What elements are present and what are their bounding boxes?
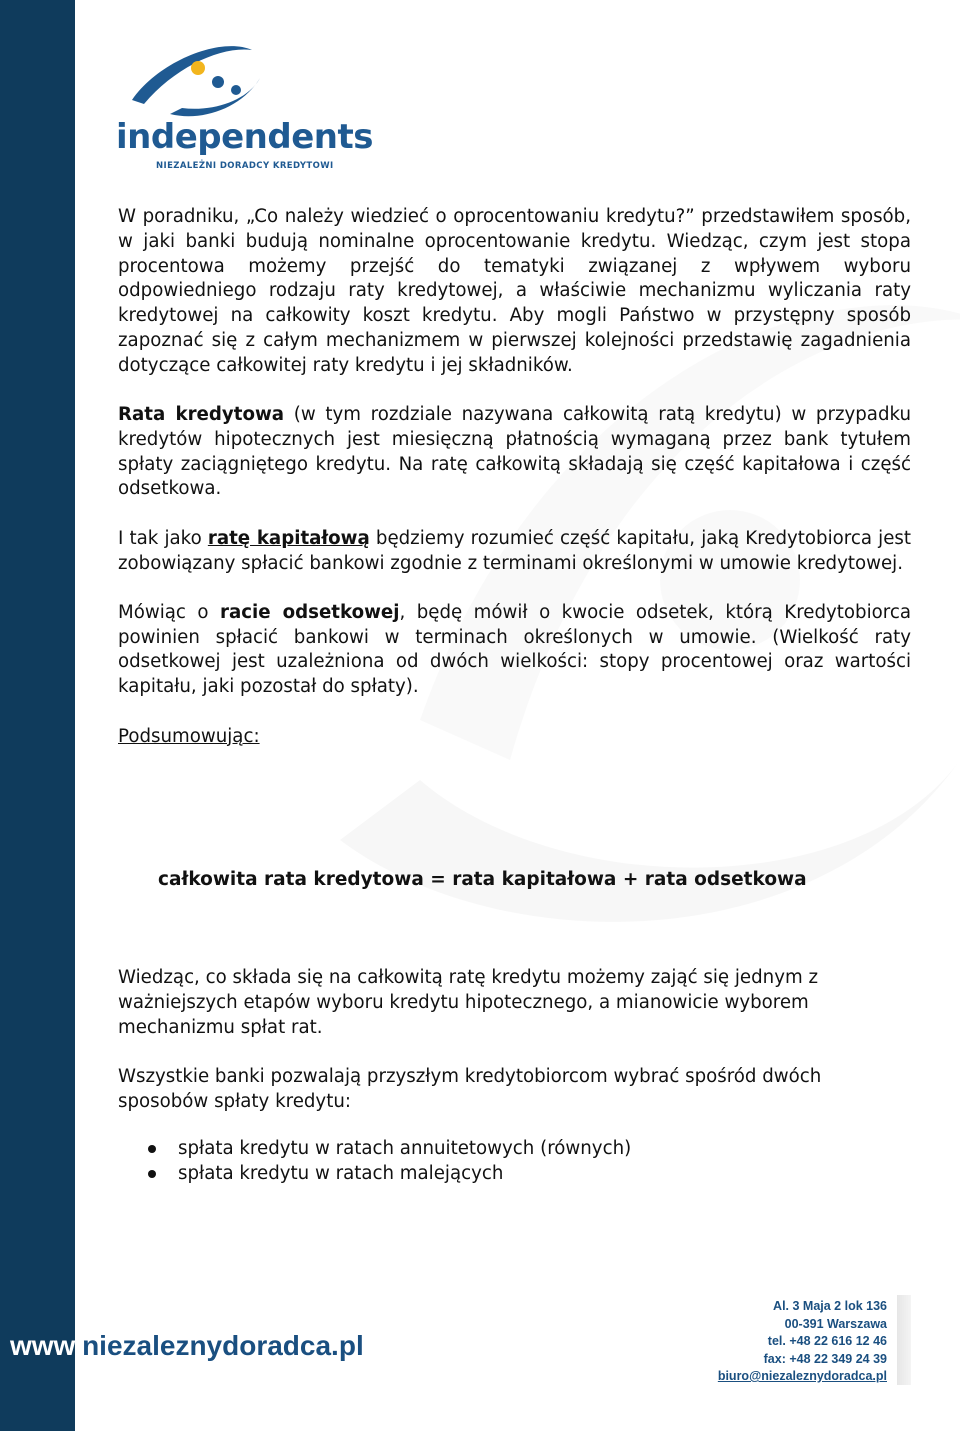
logo-wordmark: independents <box>116 117 373 157</box>
left-sidebar-band <box>0 0 75 1431</box>
address-phone: tel. +48 22 616 12 46 <box>767 1334 887 1348</box>
text-run: będziemy rozumieć część kapitału, jaką Kredytobiorca jest zobowiązany spłacić bankowi zgodnie z terminami określonymi w umowie kredytowej. <box>118 527 911 574</box>
rata-kredytowa-paragraph <box>118 403 911 502</box>
text-run: I tak jako <box>118 527 208 549</box>
summary-label: Podsumowując: <box>118 725 260 747</box>
rata-kapitalowa-paragraph <box>118 527 911 577</box>
address-fax: fax: +48 22 349 24 39 <box>763 1351 887 1366</box>
company-logo <box>110 38 373 178</box>
list-item <box>118 1137 911 1162</box>
summary-label-wrap <box>118 725 911 750</box>
intro-paragraph: W poradniku, „Co należy wiedzieć o oprocentowaniu kredytu?” przedstawiłem sposób, w jaki banki budują nominalne oprocentowanie kredytu. Wiedząc, czym jest stopa procentowa możemy przejść do tematyki związanej z wpływem wyboru odpowiedniego rodzaju raty kredytowej, a właściwie mechanizmu wyliczania raty kredytowej na całkowity koszt kredytu. Aby mogli Państwo w przystępny sposób zapoznać się z całym mechanizmem w pierwszej kolejności przedstawię zagadnienia dotyczące całkowitej raty kredytu i jej składników. <box>118 206 911 376</box>
footer-decorative-bar <box>897 1295 911 1385</box>
email-link[interactable]: biuro@niezaleznydoradca.pl <box>717 1369 887 1383</box>
rata-kapitalowa-term: ratę kapitałową <box>207 527 370 549</box>
footer-website-www: www. <box>10 1330 83 1361</box>
list-item <box>118 1162 911 1187</box>
bullet-icon <box>148 1170 156 1178</box>
list-item-text: spłata kredytu w ratach malejących <box>178 1163 504 1185</box>
rata-odsetkowa-paragraph <box>118 601 911 700</box>
footer-website[interactable] <box>10 1330 364 1362</box>
article-body <box>118 205 911 749</box>
next-step-paragraph: Wiedząc, co składa się na całkowitą ratę kredytu możemy zająć się jednym z ważniejszych etapów wyboru kredytu hipotecznego, a mianowicie wyborem mechanizmu spłat rat. <box>118 967 818 1038</box>
logo-tagline: NIEZALEŻNI DORADCY KREDYTOWI <box>156 161 334 171</box>
rata-kredytowa-definition: (w tym rozdziale nazywana całkowitą ratą kredytu) w przypadku kredytów hipotecznych jest miesięczną płatnością wymaganą przez bank tytułem spłaty zaciągniętego kredytu. Na ratę całkowitą składają się część kapitałowa i część odsetkowa. <box>118 404 911 500</box>
footer-website-domain: niezaleznydoradca.pl <box>82 1330 364 1361</box>
text-run: Mówiąc o <box>118 601 220 623</box>
rata-odsetkowa-term: racie odsetkowej <box>219 601 400 623</box>
text-run: , będę mówił o kwocie odsetek, którą Kredytobiorca powinien spłacić bankowi w terminach określonych w umowie. (Wielkość raty odsetkowej jest uzależniona od dwóch wielkości: stopy procentowej oraz wartości kapitału, jaki pozostał do spłaty). <box>118 601 911 698</box>
bullet-icon <box>148 1145 156 1153</box>
formula-line: całkowita rata kredytowa = rata kapitałowa + rata odsetkowa <box>158 869 807 890</box>
address-street: Al. 3 Maja 2 lok 136 <box>773 1299 887 1313</box>
logo-swoosh-icon <box>110 38 330 123</box>
article-body-continued <box>118 966 911 1187</box>
footer-address <box>718 1298 887 1386</box>
repayment-options-list <box>118 1137 911 1187</box>
banks-paragraph: Wszystkie banki pozwalają przyszłym kredytobiorcom wybrać spośród dwóch sposobów spłaty kredytu: <box>118 1065 822 1112</box>
rata-kredytowa-term: Rata kredytowa <box>118 404 285 426</box>
address-city: 00-391 Warszawa <box>784 1316 887 1331</box>
list-item-text: spłata kredytu w ratach annuitetowych (równych) <box>178 1138 632 1160</box>
